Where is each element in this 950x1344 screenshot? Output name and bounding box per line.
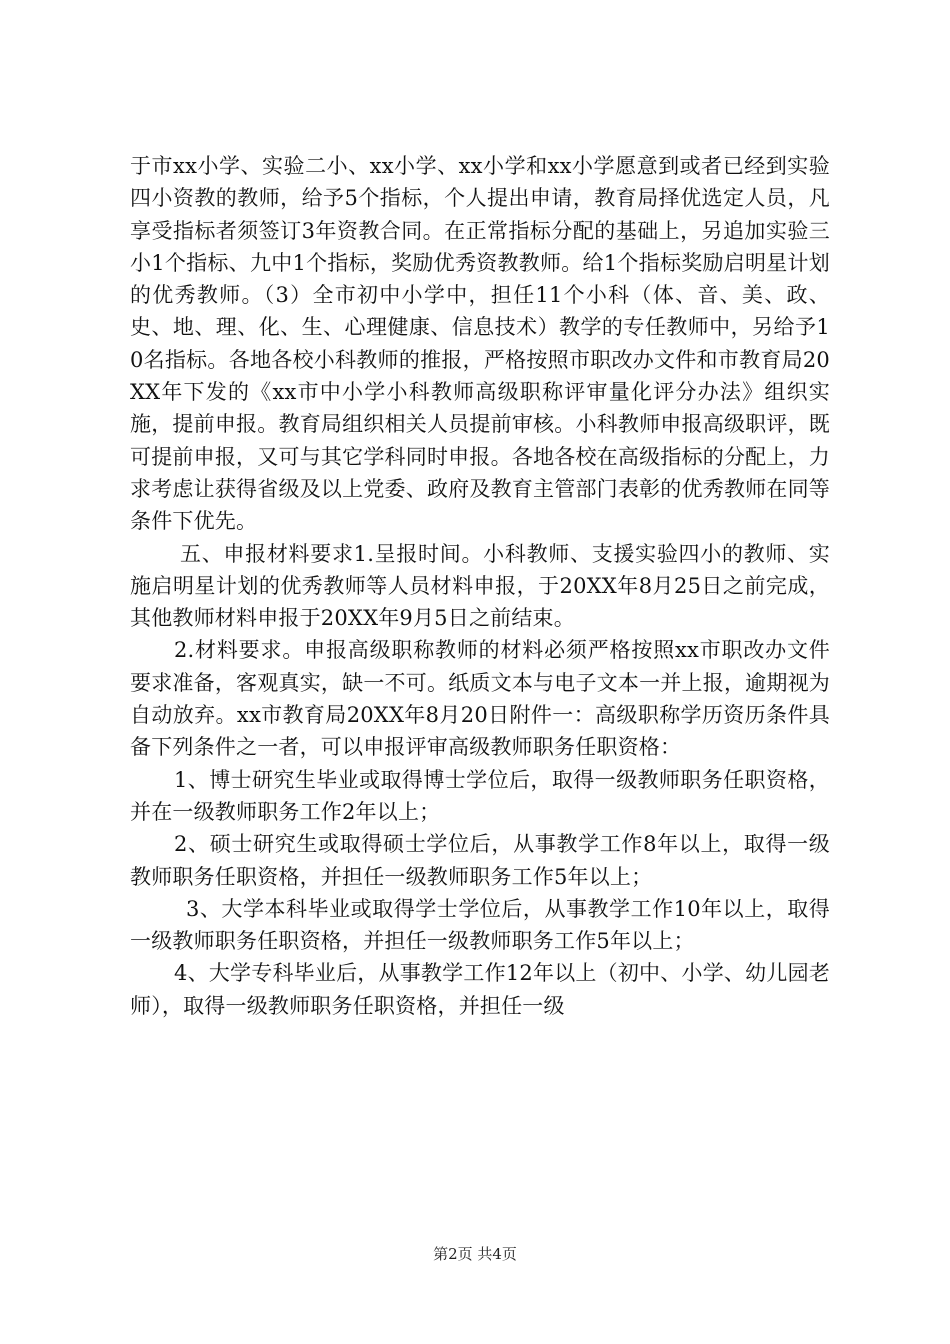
paragraph-condition-3: 3、大学本科毕业或取得学士学位后，从事教学工作10年以上，取得一级教师职务任职资格，并担任一级教师职务工作5年以上； [130,896,830,954]
paragraph-condition-2: 2、硕士研究生或取得硕士学位后，从事教学工作8年以上，取得一级教师职务任职资格，并担任一级教师职务工作5年以上； [130,832,830,889]
paragraph-condition-4: 4、大学专科毕业后，从事教学工作12年以上（初中、小学、幼儿园老师），取得一级教师职务任职资格，并担任一级 [130,961,830,1018]
paragraph-quota-allocation: 于市xx小学、实验二小、xx小学、xx小学和xx小学愿意到或者已经到实验四小资教的教师，给予5个指标，个人提出申请，教育局择优选定人员，凡享受指标者须签订3年资教合同。在正常指标分配的基础上，另追加实验三小1个指标、九中1个指标，奖励优秀资教教师。给1个指标奖励启明星计划的优秀教师。（3）全市初中小学中，担任11个小科（体、音、美、政、史、地、理、化、生、心理健康、信息技术）教学的专任教师中，另给予10名指标。各地各校小科教师的推报，严格按照市职改办文件和市教育局20XX年下发的《xx市中小学小科教师高级职称评审量化评分办法》组织实施，提前申报。教育局组织相关人员提前审核。小科教师申报高级职评，既可提前申报，又可与其它学科同时申报。各地各校在高级指标的分配上，力求考虑让获得省级及以上党委、政府及教育主管部门表彰的优秀教师在同等条件下优先。 [130,154,830,534]
paragraph-condition-1: 1、博士研究生毕业或取得博士学位后，取得一级教师职务任职资格，并在一级教师职务工作2年以上； [130,767,830,824]
page-number-footer: 第2页 共4页 [433,1245,517,1263]
paragraph-submission-time: 五、申报材料要求1.呈报时间。小科教师、支援实验四小的教师、实施启明星计划的优秀教师等人员材料申报，于20XX年8月25日之前完成，其他教师材料申报于20XX年9月5日之前结束。 [130,541,830,631]
paragraph-material-requirements: 2.材料要求。申报高级职称教师的材料必须严格按照xx市职改办文件要求准备，客观真实，缺一不可。纸质文本与电子文本一并上报，逾期视为自动放弃。xx市教育局20XX年8月20日附件一：高级职称学历资历条件具备下列条件之一者，可以申报评审高级教师职务任职资格： [130,638,830,760]
document-body [130,150,830,1022]
